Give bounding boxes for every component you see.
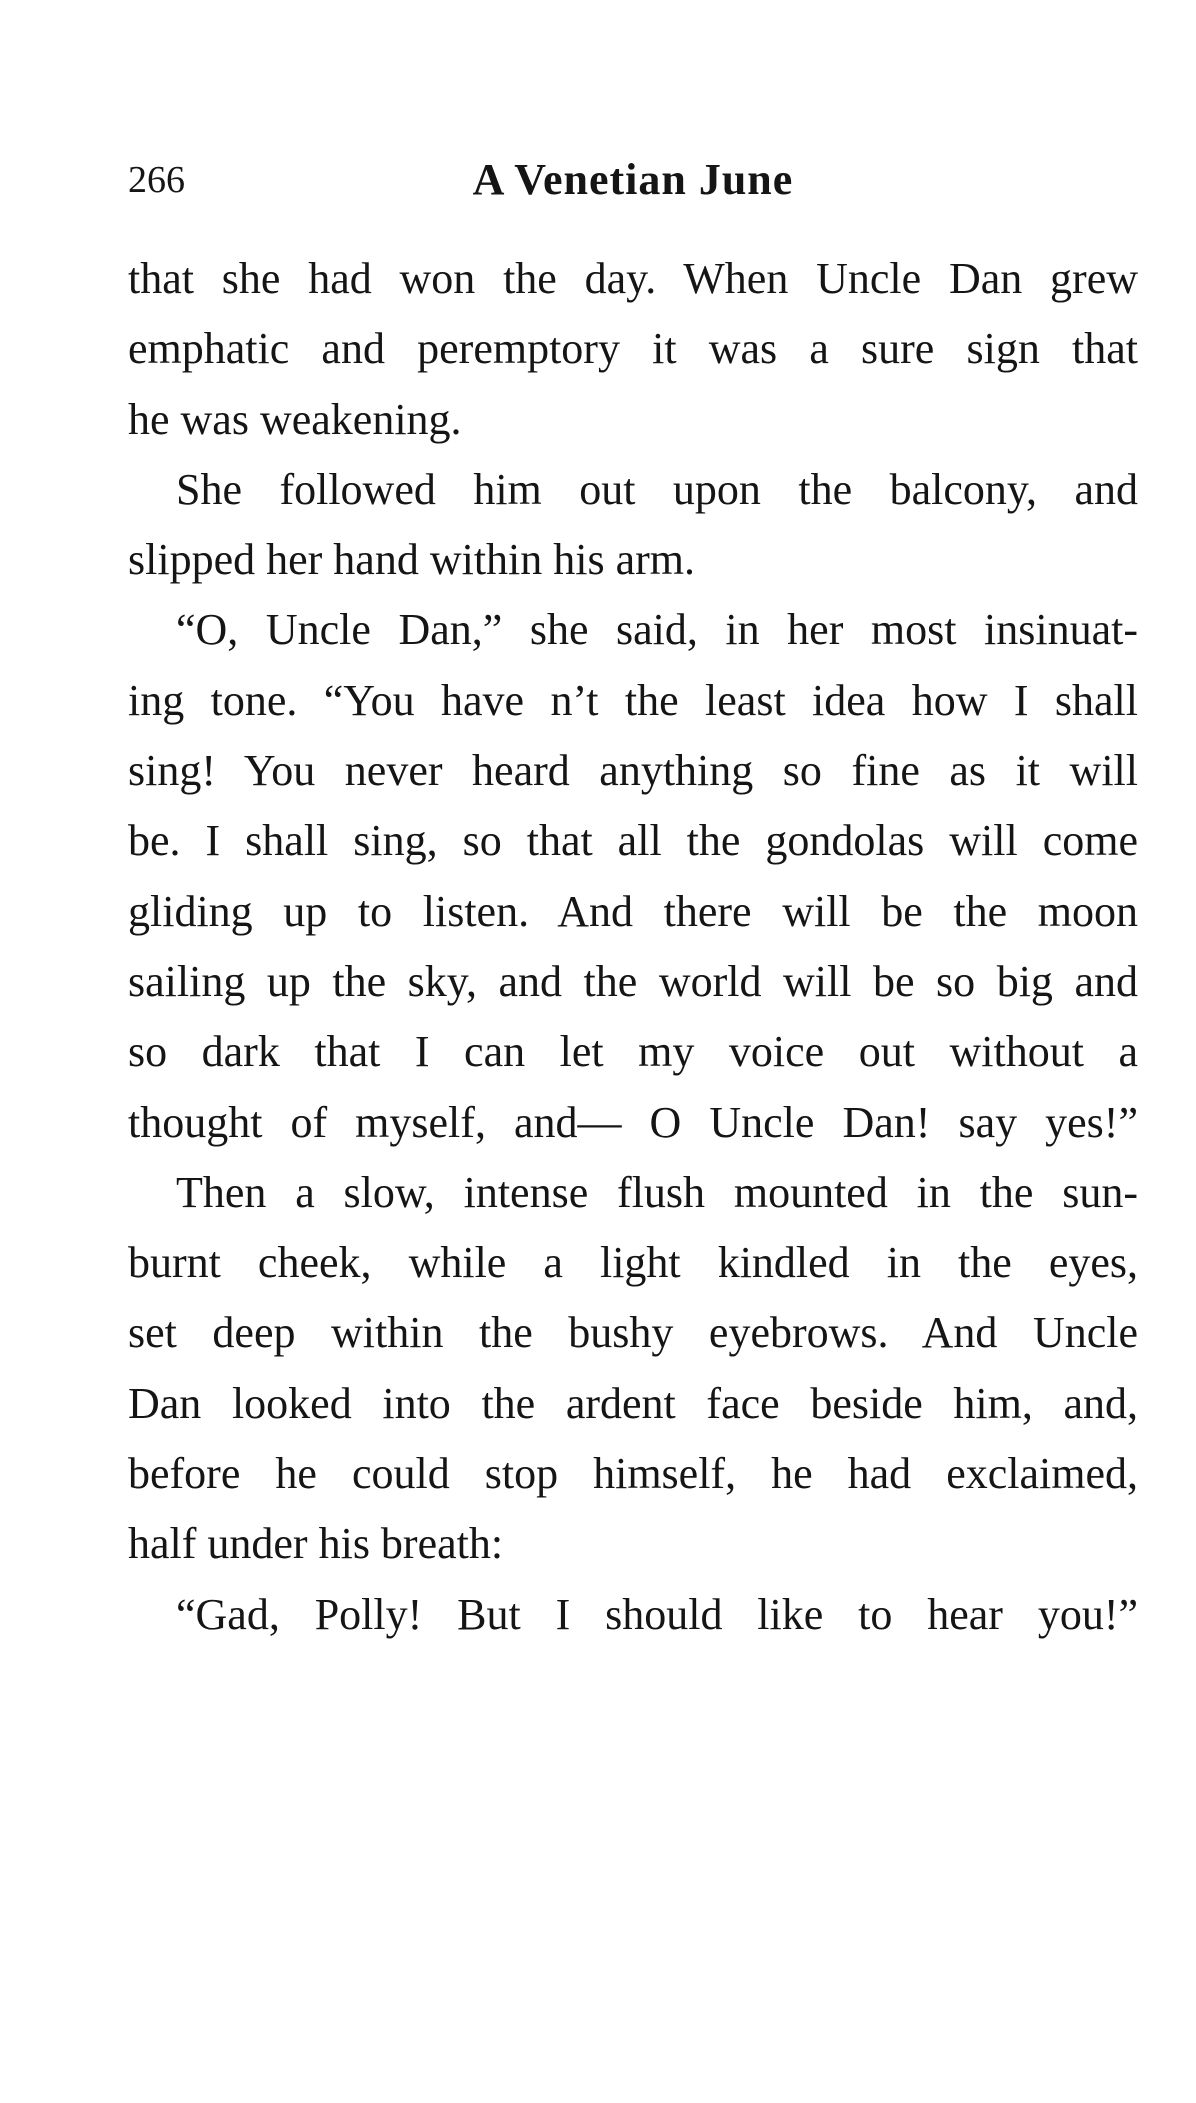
page-number: 266 xyxy=(128,159,185,201)
text-line: gliding up to listen. And there will be the moon xyxy=(128,886,1138,936)
text-line: set deep within the bushy eyebrows. And Uncle xyxy=(128,1308,1138,1358)
text-line: Then a slow, intense flush mounted in the sun- xyxy=(176,1167,1138,1217)
text-line: thought of myself, and— O Uncle Dan! say yes!” xyxy=(128,1097,1138,1147)
text-line: he was weakening. xyxy=(128,394,462,444)
text-line: ing tone. “You have n’t the least idea how I shall xyxy=(128,675,1138,725)
text-line: emphatic and peremptory it was a sure sign that xyxy=(128,324,1138,374)
text-line: half under his breath: xyxy=(128,1519,504,1569)
text-line: be. I shall sing, so that all the gondolas will come xyxy=(128,816,1138,866)
running-title: A Venetian June xyxy=(472,155,794,204)
text-line: slipped her hand within his arm. xyxy=(128,535,696,585)
text-line: Dan looked into the ardent face beside him, and, xyxy=(128,1378,1138,1428)
text-line: She followed him out upon the balcony, and xyxy=(176,464,1138,514)
running-head xyxy=(128,150,1138,210)
body-text xyxy=(128,244,1138,1650)
text-line: before he could stop himself, he had exclaimed, xyxy=(128,1449,1138,1499)
text-line: “O, Uncle Dan,” she said, in her most insinuat- xyxy=(176,605,1138,655)
text-line: sailing up the sky, and the world will be so big and xyxy=(128,956,1138,1006)
text-line: that she had won the day. When Uncle Dan grew xyxy=(128,254,1138,303)
text-line: “Gad, Polly! But I should like to hear you!” xyxy=(176,1589,1138,1639)
text-line: burnt cheek, while a light kindled in the eyes, xyxy=(128,1238,1138,1288)
text-line: so dark that I can let my voice out without a xyxy=(128,1027,1138,1077)
text-line: sing! You never heard anything so fine as it will xyxy=(128,746,1138,796)
